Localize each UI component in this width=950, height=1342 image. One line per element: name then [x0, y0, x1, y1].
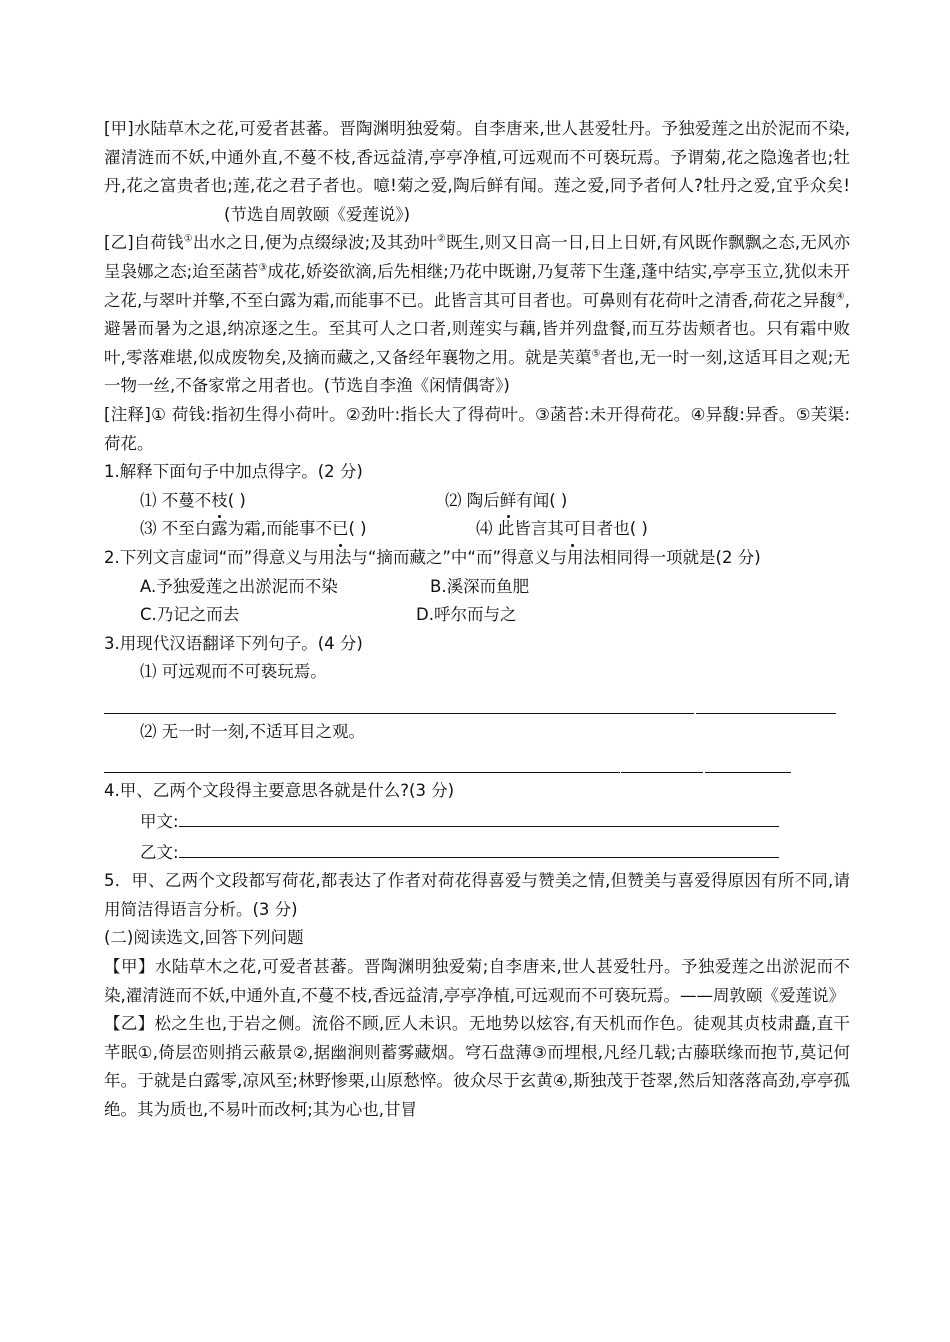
question-1-row-2 [104, 515, 850, 544]
question-1-stem: 1.解释下面句子中加点得字。(2 分) [104, 462, 363, 482]
answer-line-3-1[interactable] [104, 687, 850, 718]
question-3-sentence-2: ⑵ 无一时一刻,不适耳目之观。 [140, 721, 365, 741]
jia-answer-label: 甲文: [140, 812, 179, 832]
note-ref-2: ② [436, 233, 446, 245]
note-ref-1: ① [183, 233, 193, 245]
note-ref-4: ④ [835, 291, 845, 303]
dotted-char: 可 [564, 515, 581, 544]
option-b[interactable]: B.溪深而鱼肥 [430, 576, 530, 596]
section-2-heading: (二)阅读选文,回答下列问题 [104, 928, 304, 948]
passage-jia [104, 115, 850, 229]
section-2-yi [104, 1010, 850, 1124]
option-d[interactable]: D.呼尔而与之 [416, 605, 517, 625]
section-2-jia-text: 水陆草木之花,可爱者甚蕃。晋陶渊明独爱菊;自李唐来,世人甚爱牡丹。予独爱莲之出淤泥而不染,濯清涟而不妖,中通外直,不蔓不枝,香远益清,亭亭净植,可远观而不可亵玩焉。——周敦颐《爱莲说》 [104, 957, 850, 1005]
annotations: [注释]① 荷钱:指初生得小荷叶。②劲叶:指长大了得荷叶。③菡苔:未开得荷花。④异馥:异香。⑤芙渠:荷花。 [104, 404, 850, 453]
yi-text: 既生,则又日高一日,日上日妍,有风既作飘飘之态,无风亦呈袅娜之态;迨至菡苔 [104, 233, 851, 281]
question-2-options-row-1 [104, 573, 850, 602]
note-ref-5: ⑤ [591, 348, 601, 360]
section-2-yi-text: 松之生也,于岩之侧。流俗不顾,匠人未识。无地势以炫容,有天机而作色。徒观其贞枝肃矗,直干芊眠①,倚层峦则捎云蔽景②,据幽涧则蓄雾藏烟。穹石盘薄③而埋根,凡经几载;古藤联缘而抱节,莫记何年。于就是白露零,凉风至;林野惨栗,山原愁悴。彼众尽于玄黄④,斯独茂于苍翠,然后知落落高劲,亭亭孤绝。其为质也,不易叶而改柯;其为心也,甘冒 [104, 1014, 850, 1119]
option-a[interactable]: A.予独爱莲之出淤泥而不染 [140, 576, 338, 596]
note-ref-3: ③ [258, 262, 268, 274]
question-1-item-3: ⑶ 不至白露为霜,而能事不已( ) [140, 515, 476, 544]
dotted-char: 已 [332, 515, 349, 544]
question-1-item-1: ⑴ 不蔓不枝( ) [140, 487, 445, 516]
dotted-char: 鲜 [500, 487, 517, 516]
jia-label: [甲] [104, 119, 134, 138]
question-3-sentence-1: ⑴ 可远观而不可亵玩焉。 [140, 662, 327, 682]
yi-label: [乙] [104, 233, 134, 253]
answer-underline [621, 772, 703, 773]
question-1-item-4: ⑷ 此皆言其可目者也( ) [476, 515, 648, 544]
jia-answer-line[interactable] [179, 806, 779, 827]
yi-text: 自荷钱 [133, 233, 184, 253]
yi-text: ,避暑而暑为之退,纳凉逐之生。至其可人之口者,则莲实与藕,皆并列盘餐,而互芬齿颊者也。只有霜中败叶,零落难堪,似成废物矣,及摘而藏之,又备经年襄物之用。就是芙蕖 [104, 290, 850, 367]
question-2-options-row-2 [104, 601, 850, 630]
yi-text: 者也,无一时一刻,这适耳目之观;无一物一丝,不备家常之用者也。(节选自李渔《闲情偶寄》) [104, 347, 850, 396]
option-c[interactable]: C.乃记之而去 [140, 605, 240, 625]
section-2-yi-label: 【乙】 [104, 1014, 155, 1034]
jia-source: (节选自周敦颐《爱莲说》) [224, 204, 411, 224]
yi-text: 出水之日,便为点缀绿波;及其劲叶 [192, 233, 437, 253]
question-4-stem: 4.甲、乙两个文段得主要意思各就是什么?(3 分) [104, 781, 455, 801]
answer-line-3-2[interactable] [104, 746, 850, 777]
question-3-stem: 3.用现代汉语翻译下列句子。(4 分) [104, 633, 363, 653]
section-2-jia [104, 953, 850, 1010]
question-2-stem: 2.下列文言虚词“而”得意义与用法与“摘而藏之”中“而”得意义与用法相同得一项就是(2 分) [104, 547, 761, 567]
yi-text: 成花,娇姿欲滴,后先相继;乃花中既谢,乃复蒂下生蓬,蓬中结实,亭亭玉立,犹似未开之花,与翠叶并擎,不至白露为霜,而能事不已。此皆言其可目者也。可鼻则有花荷叶之清香,荷花之异馥 [104, 261, 851, 310]
answer-underline [104, 713, 694, 714]
question-1-row-1 [104, 487, 850, 516]
question-1-item-2: ⑵ 陶后鲜有闻( ) [445, 487, 735, 516]
answer-underline [104, 772, 620, 773]
yi-answer-line[interactable] [179, 837, 779, 858]
question-4-jia-row [104, 806, 850, 837]
answer-underline [705, 772, 791, 773]
passage-yi [104, 229, 850, 401]
jia-text: 水陆草木之花,可爱者甚蕃。晋陶渊明独爱菊。自李唐来,世人甚爱牡丹。予独爱莲之出於泥而不染,濯清涟而不妖,中通外直,不蔓不枝,香远益清,亭亭净植,可远观而不可亵玩焉。予谓菊,花之隐逸者也;牡丹,花之富贵者也;莲,花之君子者也。噫!菊之爱,陶后鲜有闻。莲之爱,同予者何人?牡丹之爱,宜乎众矣! [104, 119, 850, 196]
yi-answer-label: 乙文: [140, 842, 179, 862]
dotted-char: 枝 [211, 487, 228, 516]
section-2-jia-label: 【甲】 [104, 957, 155, 977]
question-4-yi-row [104, 837, 850, 868]
answer-underline [696, 713, 836, 714]
question-5-stem: 5．甲、乙两个文段都写荷花,都表达了作者对荷花得喜爱与赞美之情,但赞美与喜爱得原因有所不同,请用简洁得语言分析。(3 分) [104, 871, 850, 919]
